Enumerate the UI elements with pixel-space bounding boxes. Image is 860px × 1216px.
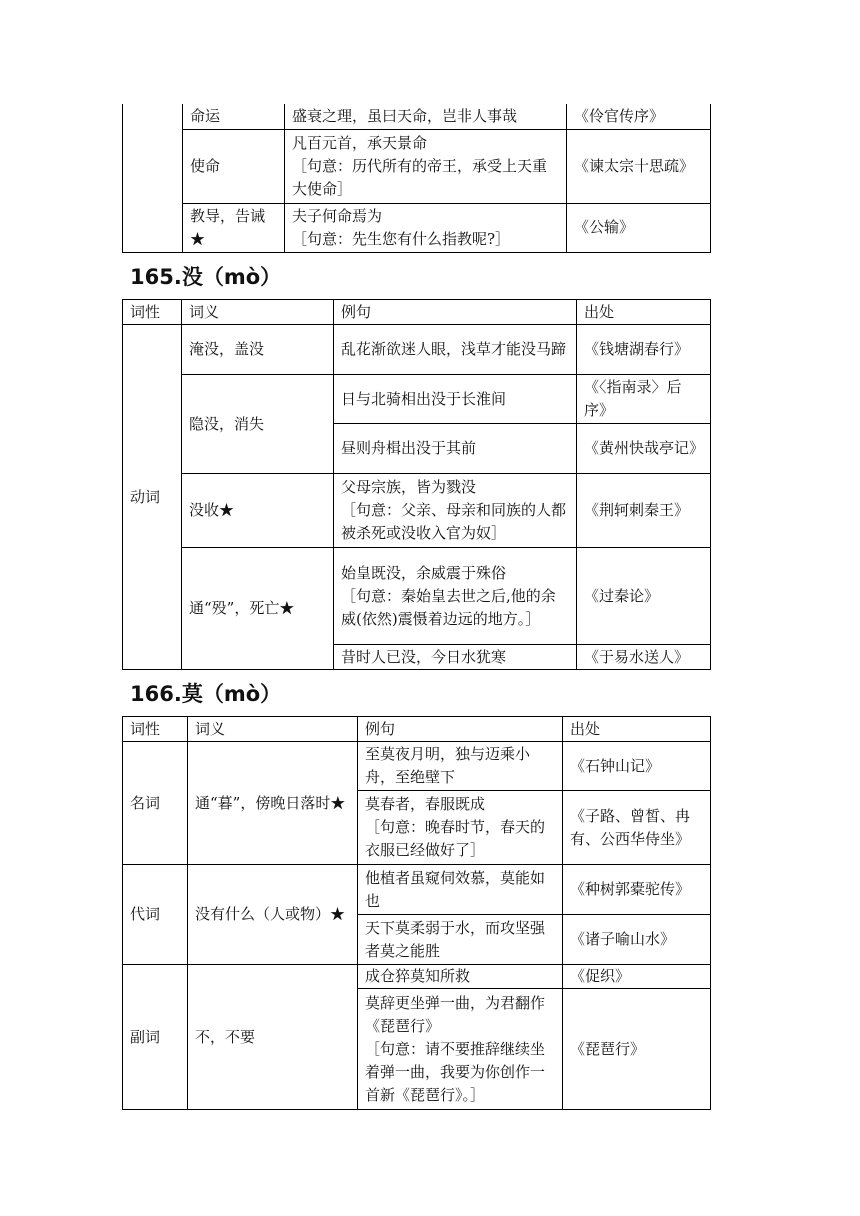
header-pos: 词性 bbox=[123, 717, 188, 742]
example-cell bbox=[358, 865, 563, 915]
example-cell bbox=[285, 129, 567, 203]
source-cell: 《黄州快哉亭记》 bbox=[577, 424, 711, 474]
meaning-cell: 教导，告诫★ bbox=[183, 203, 285, 252]
meaning-cell: 没收★ bbox=[182, 474, 334, 548]
meaning-cell: 淹没，盖没 bbox=[182, 325, 334, 375]
header-example: 例句 bbox=[358, 717, 563, 742]
example-cell bbox=[358, 989, 563, 1110]
example-cell bbox=[334, 325, 577, 375]
entry-165-table bbox=[122, 299, 711, 670]
translation-line: ［句意：历代所有的帝王，承受上天重大使命］ bbox=[292, 156, 548, 198]
source-cell: 《过秦论》 bbox=[577, 548, 711, 645]
header-example: 例句 bbox=[334, 300, 577, 325]
example-line: 莫春者，春服既成 bbox=[365, 795, 486, 813]
example-cell bbox=[285, 104, 567, 129]
header-meaning: 词义 bbox=[188, 717, 358, 742]
source-cell: 《种树郭橐驼传》 bbox=[563, 865, 711, 915]
example-cell bbox=[334, 645, 577, 670]
source-cell: 《诸子喻山水》 bbox=[563, 915, 711, 965]
source-cell: 《于易水送人》 bbox=[577, 645, 711, 670]
header-meaning: 词义 bbox=[182, 300, 334, 325]
header-pos: 词性 bbox=[123, 300, 182, 325]
source-cell: 《促织》 bbox=[563, 965, 711, 989]
example-cell bbox=[358, 915, 563, 965]
pos-cell: 代词 bbox=[123, 865, 188, 965]
source-cell: 《石钟山记》 bbox=[563, 742, 711, 791]
example-line: 盛衰之理，虽曰天命，岂非人事哉 bbox=[292, 106, 518, 125]
example-cell bbox=[334, 375, 577, 424]
example-line: 莫辞更坐弹一曲，为君翻作《琵琶行》 bbox=[365, 993, 546, 1035]
pos-cell bbox=[123, 104, 183, 252]
example-line: 乱花渐欲迷人眼，浅草才能没马蹄 bbox=[341, 340, 567, 358]
translation-line: ［句意：晚春时节，春天的衣服已经做好了］ bbox=[365, 818, 546, 859]
example-line: 他植者虽窥伺效慕，莫能如也 bbox=[365, 868, 546, 910]
example-cell bbox=[358, 791, 563, 865]
example-cell bbox=[285, 203, 567, 252]
translation-line: ［句意：父亲、母亲和同族的人都被杀死或没收入官为奴］ bbox=[341, 501, 567, 542]
source-cell: 《伶官传序》 bbox=[567, 104, 711, 129]
example-line: 昼则舟楫出没于其前 bbox=[341, 439, 477, 457]
entry-heading: 166.莫（mò） bbox=[130, 682, 282, 706]
example-cell bbox=[334, 474, 577, 548]
example-line: 始皇既没，余威震于殊俗 bbox=[341, 563, 507, 582]
source-cell: 《荆轲刺秦王》 bbox=[577, 474, 711, 548]
entry-166-table bbox=[122, 716, 711, 1110]
example-line: 至莫夜月明，独与迈乘小舟，至绝壁下 bbox=[365, 745, 531, 786]
source-cell: 《子路、曾皙、冉有、公西华侍坐》 bbox=[563, 791, 711, 865]
pos-cell: 名词 bbox=[123, 742, 188, 865]
meaning-cell: 使命 bbox=[183, 129, 285, 203]
example-line: 日与北骑相出没于长淮间 bbox=[341, 389, 507, 408]
meaning-cell: 命运 bbox=[183, 104, 285, 129]
translation-line: ［句意：先生您有什么指教呢?］ bbox=[292, 229, 511, 248]
meaning-cell: 没有什么（人或物）★ bbox=[188, 865, 358, 965]
meaning-cell: 通“殁”，死亡★ bbox=[182, 548, 334, 670]
example-line: 凡百元首，承天景命 bbox=[292, 133, 428, 152]
example-line: 天下莫柔弱于水，而攻坚强者莫之能胜 bbox=[365, 918, 546, 960]
example-cell bbox=[358, 742, 563, 791]
header-source: 出处 bbox=[577, 300, 711, 325]
continuation-table bbox=[122, 104, 711, 253]
entry-heading: 165.没（mò） bbox=[130, 265, 282, 289]
meaning-cell: 不，不要 bbox=[188, 965, 358, 1110]
example-line: 成仓猝莫知所救 bbox=[365, 967, 471, 985]
source-cell: 《琵琶行》 bbox=[563, 989, 711, 1110]
translation-line: ［句意：请不要推辞继续坐着弹一曲，我要为你创作一首新《琵琶行》。］ bbox=[365, 1039, 546, 1104]
meaning-cell: 隐没，消失 bbox=[182, 375, 334, 474]
example-line: 父母宗族，皆为戮没 bbox=[341, 478, 477, 496]
example-cell bbox=[358, 965, 563, 989]
example-cell bbox=[334, 424, 577, 474]
translation-line: ［句意：秦始皇去世之后,他的余威(依然)震慑着边远的地方。］ bbox=[341, 586, 556, 628]
example-line: 夫子何命焉为 bbox=[292, 206, 383, 225]
meaning-cell: 通“暮”，傍晚日落时★ bbox=[188, 742, 358, 865]
example-cell bbox=[334, 548, 577, 645]
pos-cell: 副词 bbox=[123, 965, 188, 1110]
header-source: 出处 bbox=[563, 717, 711, 742]
pos-cell: 动词 bbox=[123, 325, 182, 670]
source-cell: 《钱塘湖春行》 bbox=[577, 325, 711, 375]
example-line: 昔时人已没，今日水犹寒 bbox=[341, 647, 507, 666]
source-cell: 《谏太宗十思疏》 bbox=[567, 129, 711, 203]
source-cell: 《公输》 bbox=[567, 203, 711, 252]
source-cell: 《〈指南录〉后序》 bbox=[577, 375, 711, 424]
